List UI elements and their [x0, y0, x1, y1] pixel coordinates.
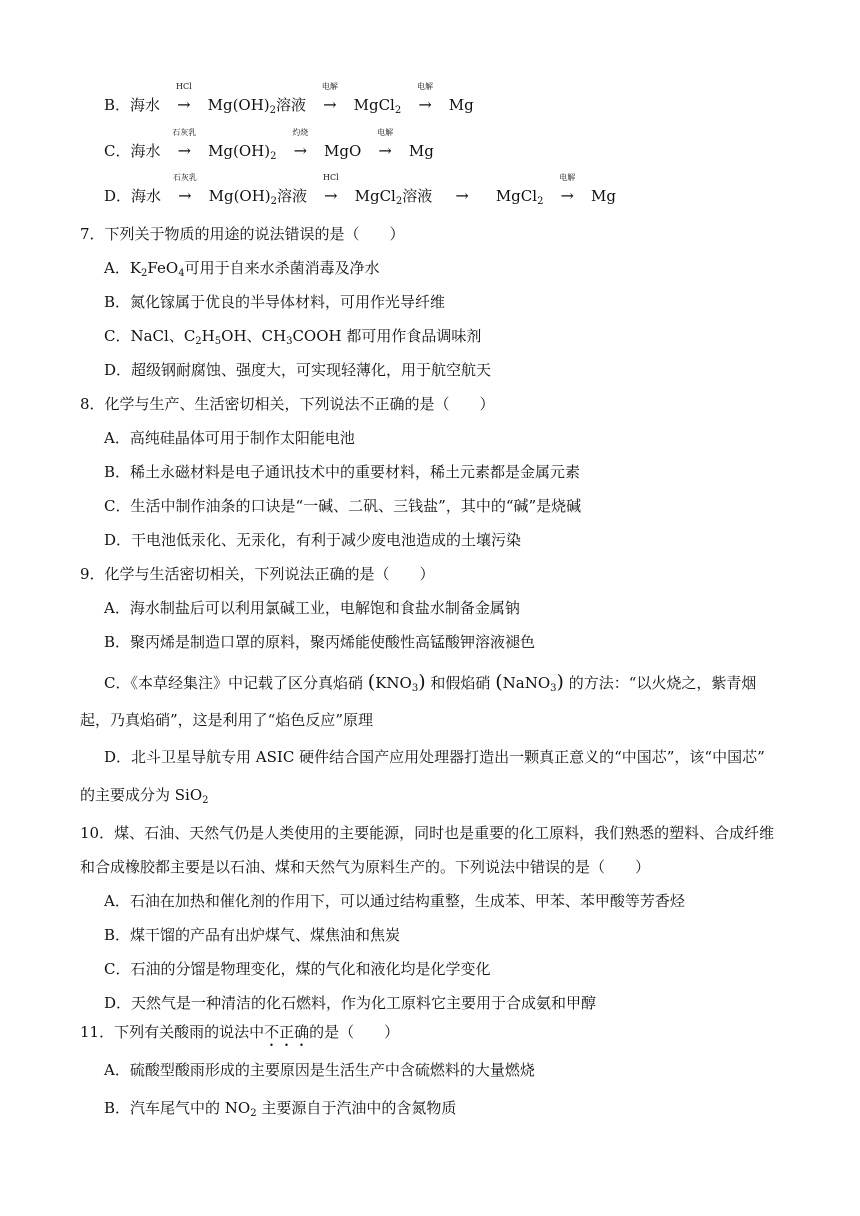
- reaction-arrow: 石灰乳 →: [172, 128, 197, 160]
- option-label: B．: [104, 96, 131, 114]
- reaction-arrow: HCl →: [323, 173, 339, 205]
- q9-option-b: B．聚丙烯是制造口罩的原料，聚丙烯能使酸性高锰酸钾溶液褪色: [104, 633, 536, 651]
- reaction-arrow: 石灰乳 →: [172, 173, 197, 205]
- reaction-arrow: →: [455, 186, 469, 205]
- q11-stem: 11．下列有关酸雨的说法中不正确的是（ ）: [80, 1023, 400, 1041]
- q9-option-c-line2: 起，乃真焰硝”，这是利用了“焰色反应”原理: [80, 711, 374, 729]
- option-label: D．: [104, 187, 132, 205]
- q9-stem: 9．化学与生活密切相关，下列说法正确的是（ ）: [80, 565, 435, 583]
- q11-option-b: B．汽车尾气中的 $NO_2$ 主要源自于汽油中的含氮物质: [104, 1099, 457, 1119]
- q8-option-c: C．生活中制作油条的口诀是“一碱、二矾、三钱盐”，其中的“碱”是烧碱: [104, 497, 582, 515]
- reaction-arrow: 电解 →: [417, 82, 434, 114]
- q10-stem-line1: 10．煤、石油、天然气仍是人类使用的主要能源，同时也是重要的化工原料，我们熟悉的塑料、合成纤维: [80, 824, 775, 842]
- reaction-arrow: 灼烧 →: [292, 128, 309, 160]
- q10-stem-line2: 和合成橡胶都主要是以石油、煤和天然气为原料生产的。下列说法中错误的是（ ）: [80, 858, 651, 876]
- q7-option-d: D．超级钢耐腐蚀、强度大，可实现轻薄化，用于航空航天: [104, 361, 492, 379]
- q7-stem: 7．下列关于物质的用途的说法错误的是（ ）: [80, 225, 405, 243]
- q11-option-a: A．硫酸型酸雨形成的主要原因是生活生产中含硫燃料的大量燃烧: [104, 1061, 535, 1079]
- q9-option-a: A．海水制盐后可以利用氯碱工业，电解饱和食盐水制备金属钠: [104, 599, 520, 617]
- q6-option-b: B．海水 HCl → $Mg(OH)_2$溶液 电解 → MgCl$_2$ 电解 → Mg: [104, 82, 474, 116]
- q10-option-c: C．石油的分馏是物理变化，煤的气化和液化均是化学变化: [104, 960, 491, 978]
- q7-option-c: C．NaCl、$C_2H_5OH$、$CH_3COOH$ 都可用作食品调味剂: [104, 327, 482, 347]
- q8-stem: 8．化学与生产、生活密切相关，下列说法不正确的是（ ）: [80, 395, 495, 413]
- reaction-arrow: 电解 →: [321, 82, 338, 114]
- q8-option-b: B．稀土永磁材料是电子通讯技术中的重要材料，稀土元素都是金属元素: [104, 463, 581, 481]
- q6-option-d: D．海水 石灰乳 → $Mg(OH)_2$溶液 HCl → MgCl$_2$溶液 → MgCl$_2$ 电解 → Mg: [104, 173, 616, 207]
- option-label: C．: [104, 142, 131, 160]
- q8-option-a: A．高纯硅晶体可用于制作太阳能电池: [104, 429, 355, 447]
- q9-option-c-line1: C．《本草经集注》中记载了区分真焰硝 $(KNO_3)$ 和假焰硝 (NaNO$_3$) 的方法：“以火烧之，紫青烟: [104, 671, 757, 694]
- q9-option-d-line1: D．北斗卫星导航专用 ASIC 硬件结合国产应用处理器打造出一颗真正意义的“中国芯”，该“中国芯”: [104, 748, 765, 766]
- q7-option-a: A．$K_2FeO_4$可用于自来水杀菌消毒及净水: [104, 259, 380, 279]
- q8-option-d: D．干电池低汞化、无汞化，有利于减少废电池造成的土壤污染: [104, 531, 522, 549]
- q10-option-d: D．天然气是一种清洁的化石燃料，作为化工原料它主要用于合成氨和甲醇: [104, 994, 597, 1012]
- reaction-arrow: 电解 →: [377, 128, 394, 160]
- reaction-arrow: HCl →: [176, 82, 192, 114]
- q9-option-d-line2: 的主要成分为 SiO$_2$: [80, 786, 209, 806]
- q6-option-c: C．海水 石灰乳 → $Mg(OH)_2$ 灼烧 → MgO 电解 → Mg: [104, 128, 434, 162]
- q10-option-b: B．煤干馏的产品有出炉煤气、煤焦油和焦炭: [104, 926, 401, 944]
- q7-option-b: B．氮化镓属于优良的半导体材料，可用作光导纤维: [104, 293, 446, 311]
- emphasized-text: 不正确: [264, 1023, 310, 1041]
- q10-option-a: A．石油在加热和催化剂的作用下，可以通过结构重整，生成苯、甲苯、苯甲酸等芳香烃: [104, 892, 685, 910]
- reaction-arrow: 电解 →: [559, 173, 576, 205]
